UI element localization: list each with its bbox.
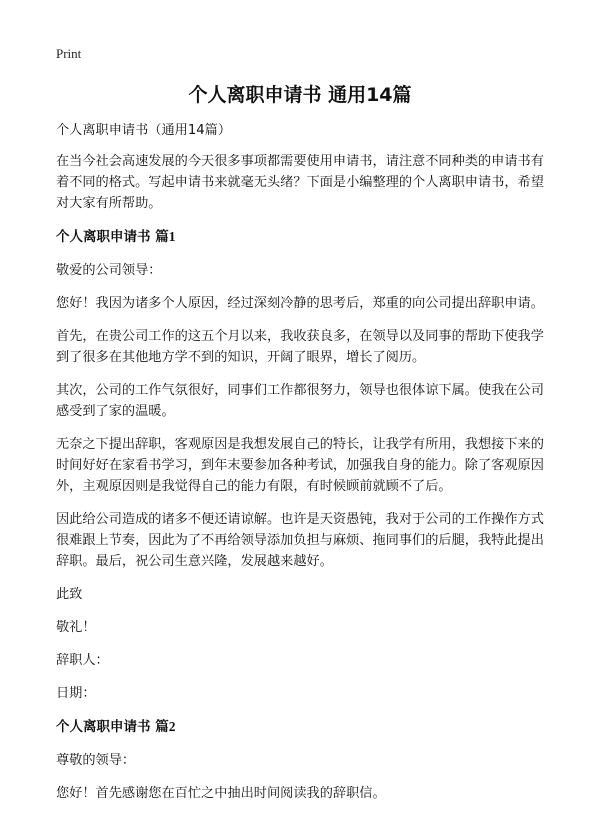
document-subtitle: 个人离职申请书（通用14篇） xyxy=(56,123,232,138)
date-line: 日期： xyxy=(56,686,96,701)
paragraph: 您好！首先感谢您在百忙之中抽出时间阅读我的辞职信。 xyxy=(56,786,386,801)
page-title: 个人离职申请书 通用14篇 xyxy=(188,84,412,106)
regards-line: 敬礼！ xyxy=(56,620,96,635)
closing-line: 此致 xyxy=(56,587,83,602)
section-heading-2 xyxy=(56,716,551,738)
paragraph: 无奈之下提出辞职，客观原因是我想发展自己的特长，让我学有所用，我想接下来的时间好好在家看书学习，到年末要参加各种考试，加强我自身的能力。除了客观原因外，主观原因则是我觉得自己的能力有限，有时候顾前就顾不了后。 xyxy=(56,437,544,494)
paragraph: 其次，公司的工作气氛很好，同事们工作都很努力，领导也很体谅下属。使我在公司感受到了家的温暖。 xyxy=(56,383,544,419)
resigner-line: 辞职人： xyxy=(56,653,109,668)
section-heading-1 xyxy=(56,226,551,248)
paragraph: 您好！我因为诸多个人原因，经过深刻冷静的思考后，郑重的向公司提出辞职申请。 xyxy=(56,296,544,311)
salutation: 尊敬的领导： xyxy=(56,753,136,768)
print-label[interactable]: Print xyxy=(56,46,82,61)
salutation: 敬爱的公司领导： xyxy=(56,263,162,278)
section-heading-number: 1 xyxy=(168,229,176,244)
section-heading-text: 个人离职申请书 篇 xyxy=(56,229,169,245)
intro-paragraph: 在当今社会高速发展的今天很多事项都需要使用申请书，请注意不同种类的申请书有着不同的格式。写起申请书来就毫无头绪？下面是小编整理的个人离职申请书，希望对大家有所帮助。 xyxy=(56,154,544,211)
paragraph: 因此给公司造成的诸多不便还请谅解。也许是天资愚钝，我对于公司的工作操作方式很难跟上节奏，因此为了不再给领导添加负担与麻烦、拖同事们的后腿，我特此提出辞职。最后，祝公司生意兴隆，发展越来越好。 xyxy=(56,512,544,569)
document-body xyxy=(56,120,551,816)
paragraph: 首先，在贵公司工作的这五个月以来，我收获良多，在领导以及同事的帮助下使我学到了很多在其他地方学不到的知识，开阔了眼界，增长了阅历。 xyxy=(56,329,544,365)
section-heading-text: 个人离职申请书 篇 xyxy=(56,719,169,735)
section-heading-number: 2 xyxy=(168,719,176,734)
